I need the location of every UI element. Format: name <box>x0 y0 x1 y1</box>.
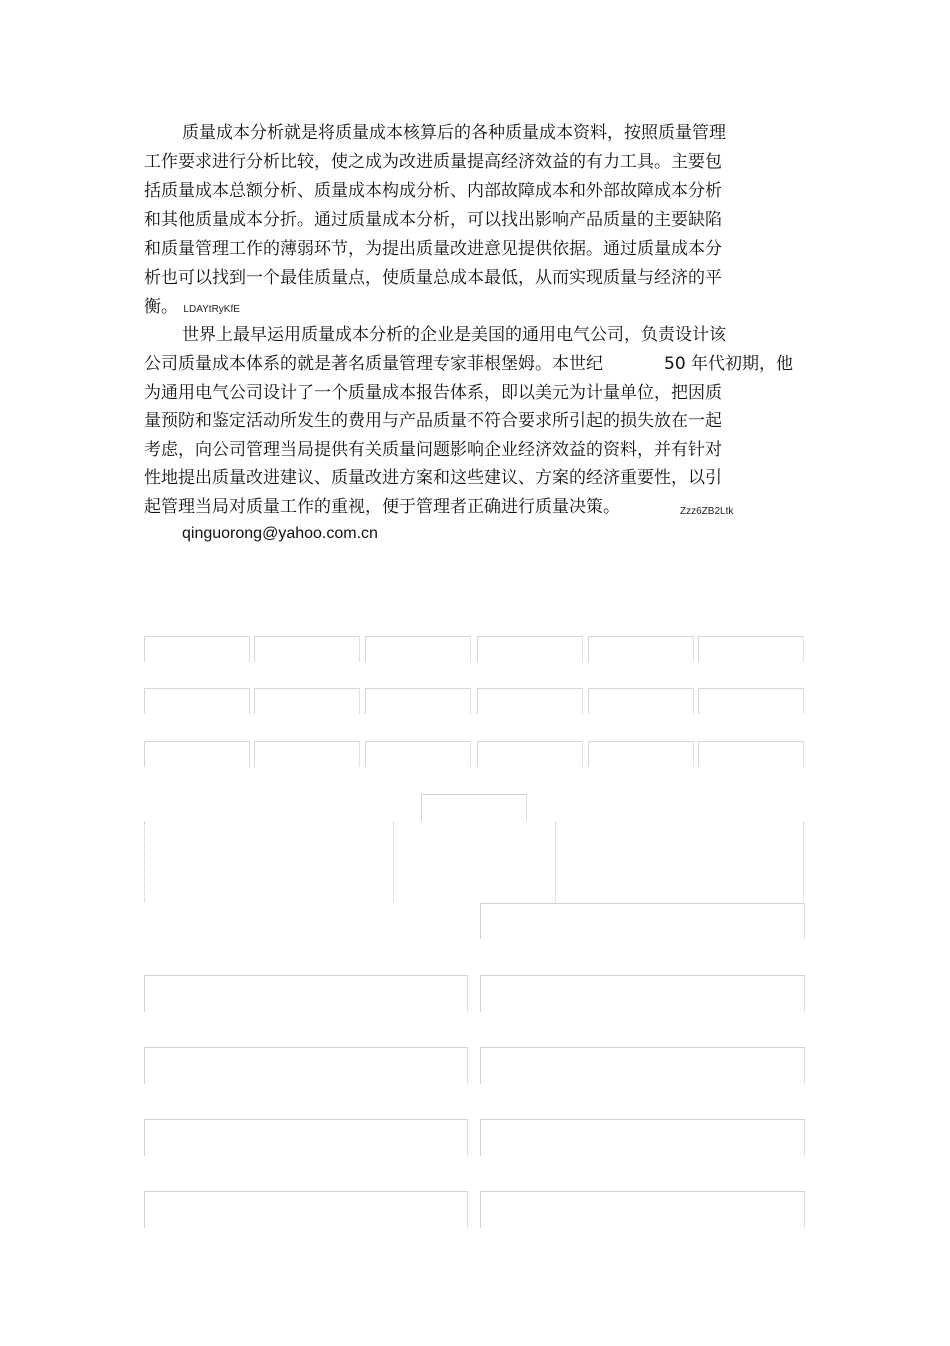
empty-box <box>480 1047 805 1084</box>
diagram-wide-box <box>480 903 805 939</box>
paragraph-1-line-2: 工作要求进行分析比较，使之成为改进质量提高经济效益的有力工具。主要包 <box>144 152 722 172</box>
empty-box <box>144 975 468 1012</box>
grid-cell <box>698 688 804 714</box>
grid-cell <box>588 636 694 662</box>
email-address: qinguorong@yahoo.com.cn <box>182 525 378 542</box>
paragraph-2-line-4: 量预防和鉴定活动所发生的费用与产品质量不符合要求所引起的损失放在一起 <box>144 411 722 431</box>
paragraph-1-line-4: 和其他质量成本分折。通过质量成本分析，可以找出影响产品质量的主要缺陷 <box>144 210 722 230</box>
empty-box <box>480 975 805 1012</box>
paragraph-1-line-1: 质量成本分析就是将质量成本核算后的各种质量成本资料，按照质量管理 <box>182 123 726 143</box>
grid-cell <box>144 688 250 714</box>
paragraph-2-line-2: 公司质量成本体系的就是著名质量管理专家菲根堡姆。本世纪 <box>144 354 603 374</box>
empty-box <box>144 1119 468 1156</box>
paragraph-2-line-5: 考虑，向公司管理当局提供有关质量问题影响企业经济效益的资料，并有针对 <box>144 440 722 460</box>
diagram-connector-line <box>393 822 394 902</box>
paragraph-1-line-3: 括质量成本总额分析、质量成本构成分析、内部故障成本和外部故障成本分析 <box>144 181 722 201</box>
paragraph-1-line-6: 析也可以找到一个最佳质量点，使质量总成本最低，从而实现质量与经济的平 <box>144 268 722 288</box>
paragraph-1-tag: LDAYtRyKfE <box>183 304 240 315</box>
diagram-connector-line <box>144 822 145 902</box>
empty-box <box>480 1119 805 1156</box>
grid-cell <box>477 741 583 767</box>
grid-cell <box>698 636 804 662</box>
paragraph-2-tag: Zzz6ZB2Ltk <box>680 506 734 517</box>
grid-cell <box>365 688 471 714</box>
diagram-top-box <box>421 794 527 821</box>
grid-cell <box>588 741 694 767</box>
paragraph-2-line-7: 起管理当局对质量工作的重视，便于管理者正确进行质量决策。 <box>144 497 620 517</box>
grid-cell <box>254 741 360 767</box>
grid-cell <box>144 741 250 767</box>
paragraph-1-last-text: 衡。 <box>144 297 178 317</box>
paragraph-2-line-2-tail: 50 年代初期，他 <box>664 354 794 374</box>
paragraph-1-line-7 <box>144 297 240 320</box>
grid-cell <box>477 688 583 714</box>
grid-cell <box>365 741 471 767</box>
paragraph-2-line-1: 世界上最早运用质量成本分析的企业是美国的通用电气公司，负责设计该 <box>182 325 726 345</box>
grid-cell <box>477 636 583 662</box>
empty-box <box>144 1191 468 1228</box>
paragraph-1-line-5: 和质量管理工作的薄弱环节，为提出质量改进意见提供依据。通过质量成本分 <box>144 239 722 259</box>
paragraph-2-line-6: 性地提出质量改进建议、质量改进方案和这些建议、方案的经济重要性，以引 <box>144 468 722 488</box>
grid-cell <box>254 636 360 662</box>
paragraph-2-line-3: 为通用电气公司设计了一个质量成本报告体系，即以美元为计量单位，把因质 <box>144 383 722 403</box>
diagram-connector-line <box>555 822 556 902</box>
empty-box <box>144 1047 468 1084</box>
diagram-connector-line <box>803 822 804 902</box>
grid-cell <box>254 688 360 714</box>
empty-box <box>480 1191 805 1228</box>
grid-cell <box>698 741 804 767</box>
grid-cell <box>588 688 694 714</box>
grid-cell <box>365 636 471 662</box>
grid-cell <box>144 636 250 662</box>
